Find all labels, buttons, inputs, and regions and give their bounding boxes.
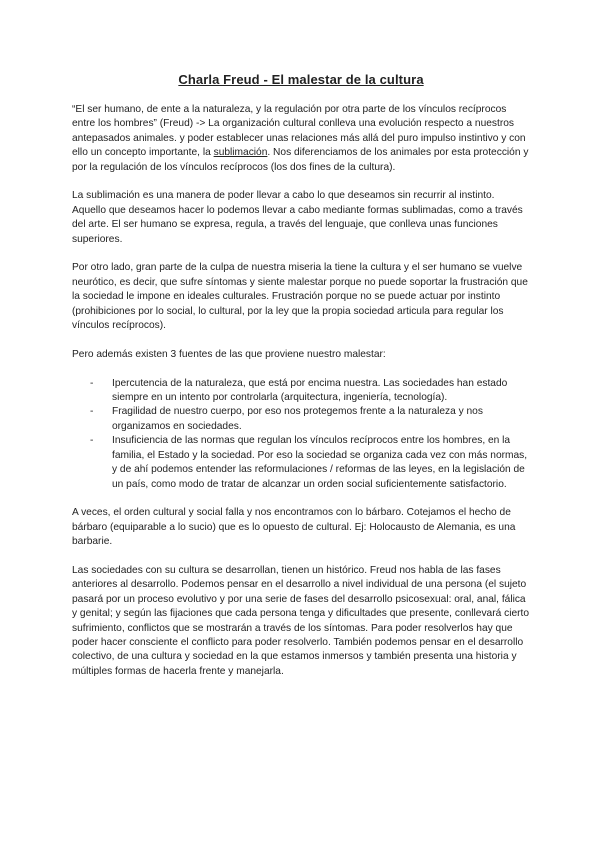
- paragraph-sources-intro: Pero además existen 3 fuentes de las que proviene nuestro malestar:: [72, 348, 386, 360]
- document-page: [72, 72, 530, 694]
- intro-text-start: “El ser humano, de ente a la naturaleza, y la regulación por otra parte de los vínculos recíprocos entre los hombres” (Freud) -> La organización cultural conlleva una evolución respecto a nuestros antepasados animales. y poder establecer unas relaciones más allá del puro impulso instintivo y con ello un concepto importante, la: [72, 104, 526, 159]
- paragraph-barbarism: A veces, el orden cultural y social falla y nos encontramos con lo bárbaro. Cotejamos el hecho de bárbaro (equiparable a lo sucio) que es lo opuesto de cultural. Ej: Holocausto de Alemania, es una barbarie.: [72, 507, 516, 548]
- bullet-dash: -: [90, 377, 94, 389]
- document-title: Charla Freud - El malestar de la cultura: [178, 72, 424, 87]
- sources-list: [72, 377, 530, 492]
- list-item: [90, 405, 530, 434]
- sublimacion-underlined-term: sublimación: [213, 147, 268, 159]
- paragraph-sublimation: La sublimación es una manera de poder llevar a cabo lo que deseamos sin recurrir al instinto. Aquello que deseamos hacer lo podemos llevar a cabo mediante formas sublimadas, como a través del arte. El ser humano se expresa, regula, a través del lenguaje, que conlleva unas funciones superiores.: [72, 190, 523, 245]
- list-item: [90, 377, 530, 406]
- list-item-text: Ipercutencia de la naturaleza, que está por encima nuestra. Las sociedades han estado siempre en un intento por controlarla (arquitectura, ingeniería, tecnología).: [112, 377, 508, 404]
- paragraph-intro: [72, 103, 530, 175]
- paragraph-neurosis: Por otro lado, gran parte de la culpa de nuestra miseria la tiene la cultura y el ser humano se vuelve neurótico, es decir, que sufre síntomas y siente malestar porque no puede soportar la frustración que la sociedad le impone en ideales culturales. Frustración porque no se puede actuar por instinto (prohibiciones por lo social, lo cultural, por la ley que la propia sociedad articula para regular los vínculos recíprocos).: [72, 262, 528, 332]
- paragraph-development: Las sociedades con su cultura se desarrollan, tienen un histórico. Freud nos habla de las fases anteriores al desarrollo. Podemos pensar en el desarrollo a nivel individual de una persona (el sujeto pasará por un proceso evolutivo y por una serie de fases del desarrollo psicosexual: oral, anal, fálica y genital; y según las fijaciones que cada persona tenga y dificultades que presente, conllevará cierto sufrimiento, conflictos que se mostrarán a través de los síntomas. Para poder resolverlos hay que poder hacer consciente el conflicto para poder resolverlo. También podemos pensar en el desarrollo colectivo, de una cultura y sociedad en la que estamos inmersos y también presenta una historia y múltiples formas de hacerla frente y manejarla.: [72, 564, 530, 677]
- list-item: [90, 434, 530, 492]
- list-item-text: Fragilidad de nuestro cuerpo, por eso nos protegemos frente a la naturaleza y nos organizamos en sociedades.: [112, 406, 483, 432]
- bullet-dash: -: [90, 435, 94, 447]
- list-item-text: Insuficiencia de las normas que regulan los vínculos recíprocos entre los hombres, en la familia, el Estado y la sociedad. Por eso la sociedad se organiza cada vez con más normas, y de ahí podemos entender las reformulaciones / reformas de las leyes, en la legislación de un país, como modo de tratar de alcanzar un orden social suficientemente satisfactorio.: [112, 435, 528, 490]
- bullet-dash: -: [90, 406, 94, 418]
- intro-text-end: . Nos diferenciamos de los animales por esta protección y por la regulación de los vínculos recíprocos (los dos fines de la cultura).: [72, 147, 529, 173]
